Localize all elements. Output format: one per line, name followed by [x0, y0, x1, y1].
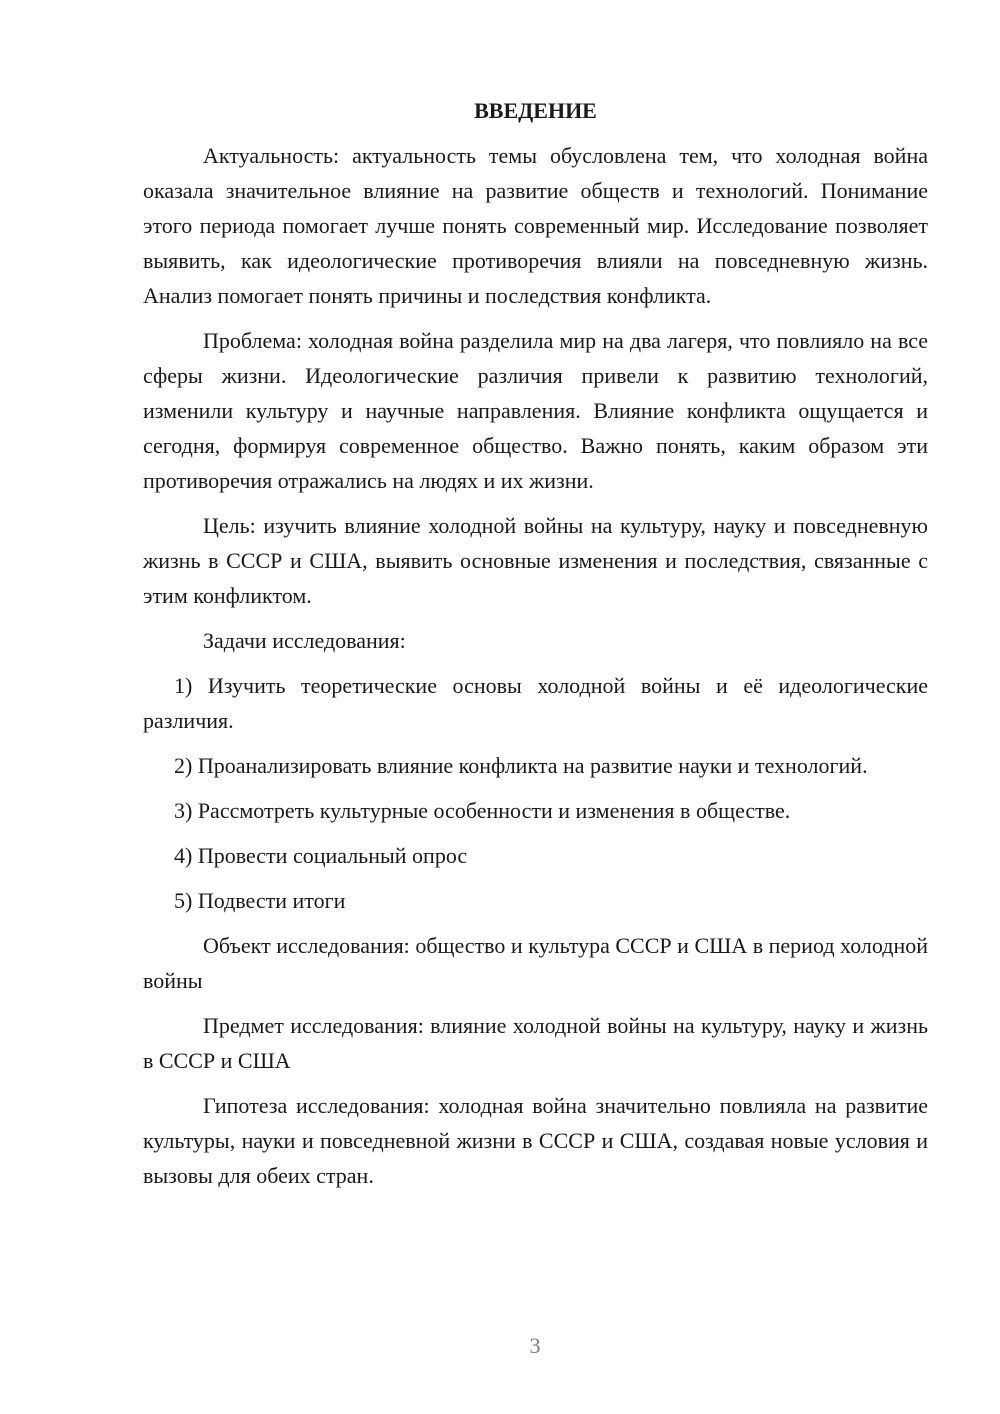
hypothesis-paragraph: Гипотеза исследования: холодная война значительно повлияла на развитие культуры, науки и повседневной жизни в СССР и США, создавая новые условия и вызовы для обеих стран. — [143, 1093, 928, 1188]
page-number: 3 — [529, 1333, 541, 1358]
page-title: ВВЕДЕНИЕ — [474, 98, 597, 123]
task-item-4: 4) Провести социальный опрос — [174, 843, 468, 868]
goal-paragraph: Цель: изучить влияние холодной войны на культуру, науку и повседневную жизнь в СССР и США, выявить основные изменения и последствия, связанные с этим конфликтом. — [143, 513, 928, 608]
page-body — [143, 96, 928, 1203]
task-item-5: 5) Подвести итоги — [174, 888, 346, 913]
relevance-paragraph: Актуальность: актуальность темы обусловлена тем, что холодная война оказала значительное влияние на развитие обществ и технологий. Понимание этого периода помогает лучше понять современный мир. Исследование позволяет выявить, как идеологические противоречия влияли на повседневную жизнь. Анализ помогает понять причины и последствия конфликта. — [143, 143, 928, 308]
tasks-heading: Задачи исследования: — [203, 628, 406, 653]
object-paragraph: Объект исследования: общество и культура СССР и США в период холодной войны — [143, 933, 928, 993]
task-item-2: 2) Проанализировать влияние конфликта на развитие науки и технологий. — [174, 753, 868, 778]
task-item-3: 3) Рассмотреть культурные особенности и изменения в обществе. — [174, 798, 791, 823]
subject-paragraph: Предмет исследования: влияние холодной войны на культуру, науку и жизнь в СССР и США — [143, 1013, 928, 1073]
task-item-1: 1) Изучить теоретические основы холодной войны и её идеологические различия. — [143, 673, 928, 733]
problem-paragraph: Проблема: холодная война разделила мир на два лагеря, что повлияло на все сферы жизни. Идеологические различия привели к развитию технологий, изменили культуру и научные направления. Влияние конфликта ощущается и сегодня, формируя современное общество. Важно понять, каким образом эти противоречия отражались на людях и их жизни. — [143, 328, 928, 493]
